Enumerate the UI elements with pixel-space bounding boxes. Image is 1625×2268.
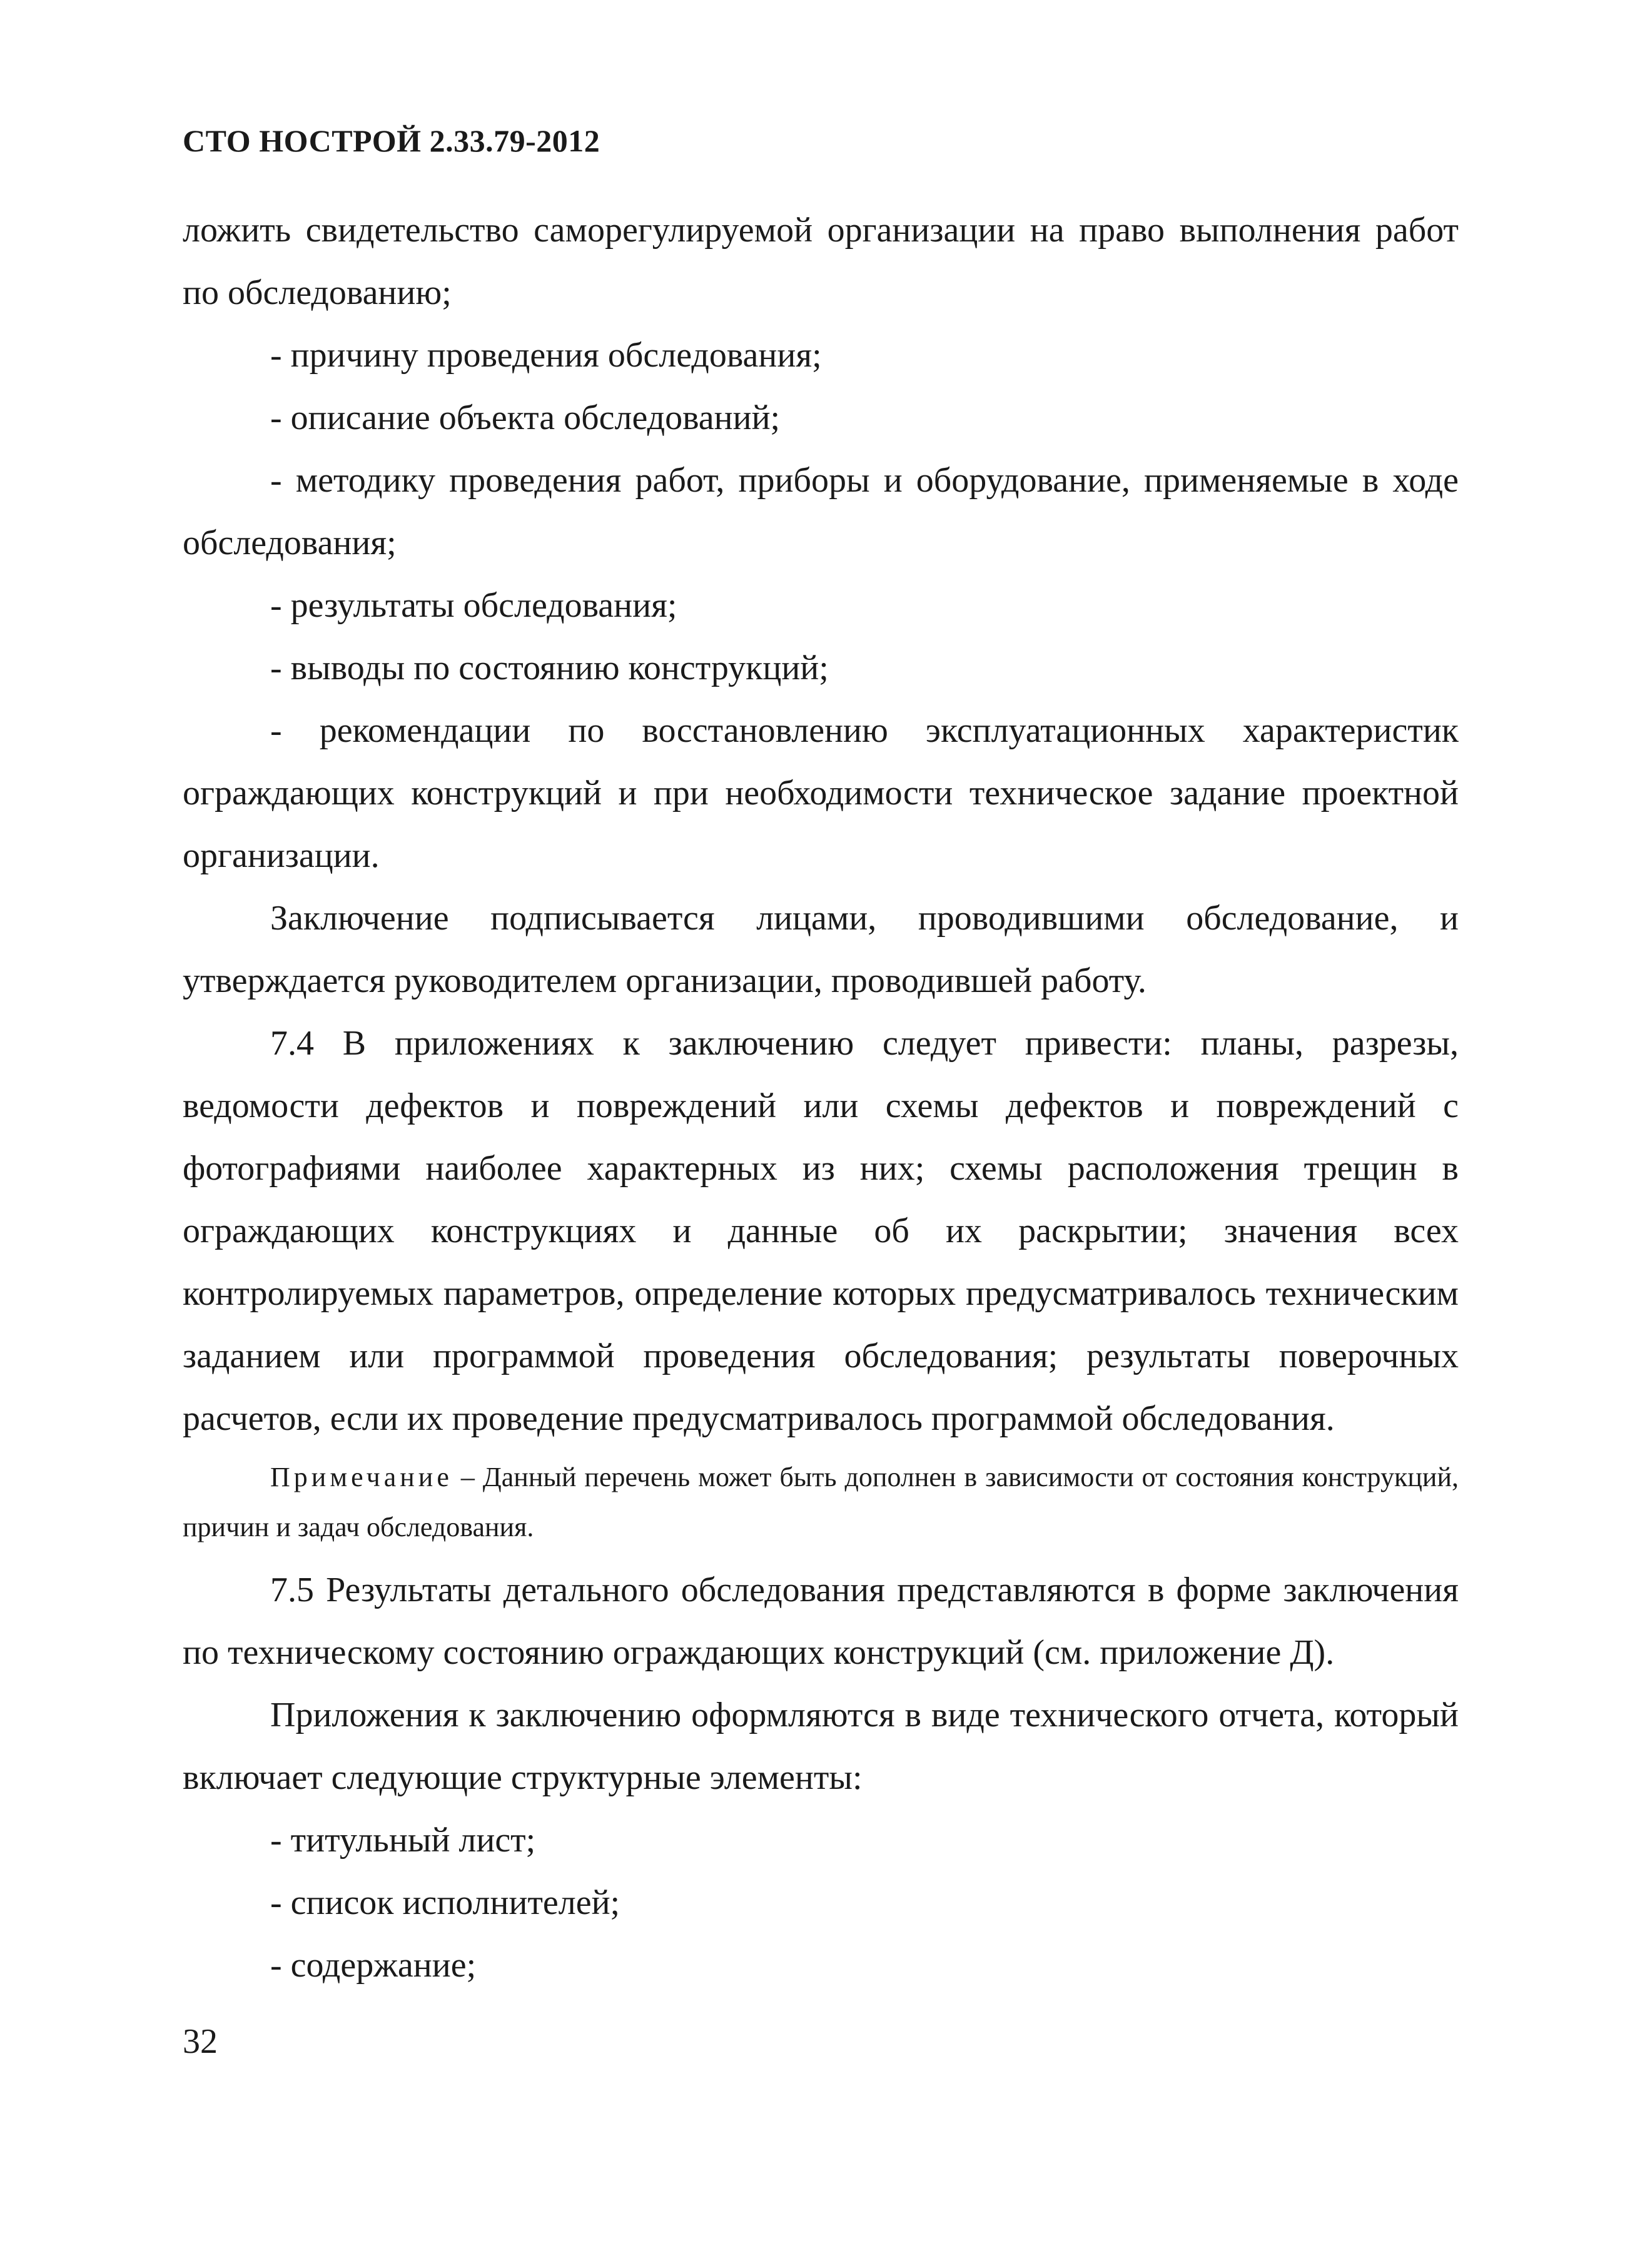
page-number: 32 <box>183 2022 218 2061</box>
list-item-contributors: - список исполнителей; <box>270 1883 620 1922</box>
list-item-methodology: - методику проведения работ, приборы и оборудование, применяемые в ходе обследования; <box>183 461 1459 562</box>
paragraph-continuation: ложить свидетельство саморегулируемой организации на право выполнения работ по обследованию; <box>183 211 1459 312</box>
list-item-conclusions: - выводы по состоянию конструкций; <box>270 649 829 687</box>
document-code-header: СТО НОСТРОЙ 2.33.79-2012 <box>183 123 600 158</box>
list-item-object-description: - описание объекта обследований; <box>270 398 781 437</box>
note-label: Примечание <box>270 1462 453 1492</box>
list-item-recommendations: - рекомендации по восстановлению эксплуатационных характеристик ограждающих конструкций и при необходимости техническое задание проектной организации. <box>183 711 1459 875</box>
list-item-contents: - содержание; <box>270 1946 477 1985</box>
list-item-reason: - причину проведения обследования; <box>270 336 822 375</box>
paragraph-7-4: 7.4 В приложениях к заключению следует привести: планы, разрезы, ведомости дефектов и повреждений или схемы дефектов и повреждений с фотографиями наиболее характерных из них; схемы расположения трещин в ограждающих конструкциях и данные об их раскрытии; значения всех контролируемых параметров, определение которых предусматривалось техническим заданием или программой проведения обследования; результаты поверочных расчетов, если их проведение предусматривалось программой обследования. <box>183 1024 1459 1438</box>
note <box>183 1452 1459 1552</box>
page-body <box>183 199 1459 1997</box>
paragraph-7-5: 7.5 Результаты детального обследования представляются в форме заключения по техническому состоянию ограждающих конструкций (см. приложение Д). <box>183 1571 1459 1672</box>
note-text: – Данный перечень может быть дополнен в зависимости от состояния конструкций, причин и задач обследования. <box>183 1462 1459 1542</box>
list-item-results: - результаты обследования; <box>270 586 677 625</box>
paragraph-signature: Заключение подписывается лицами, проводившими обследование, и утверждается руководителем организации, проводившей работу. <box>183 899 1459 1000</box>
list-item-title-page: - титульный лист; <box>270 1821 536 1860</box>
paragraph-appendices: Приложения к заключению оформляются в виде технического отчета, который включает следующие структурные элементы: <box>183 1696 1459 1797</box>
